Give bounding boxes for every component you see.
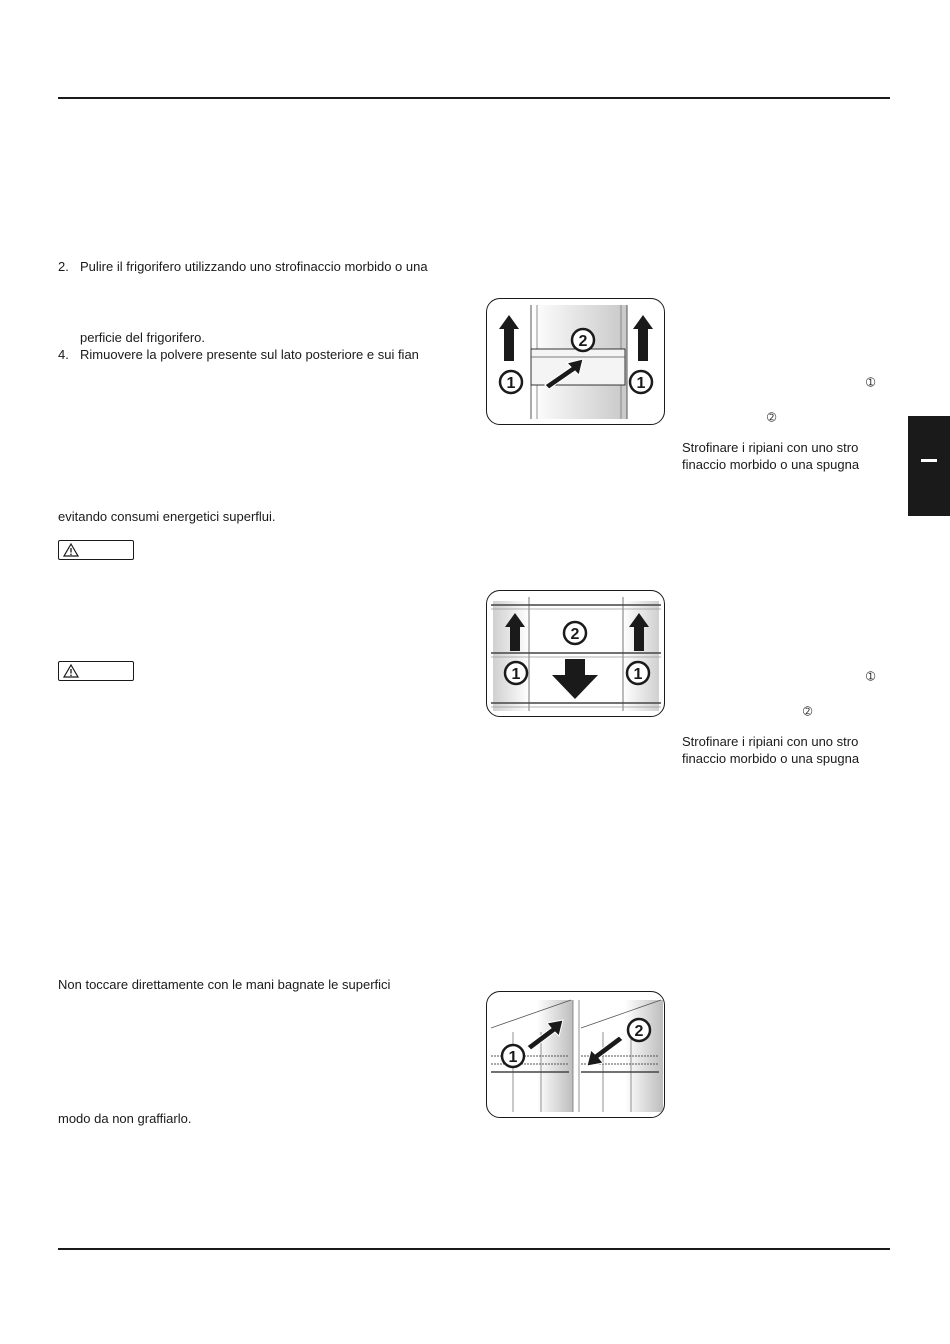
figure-label: 1 xyxy=(636,375,646,392)
cleaning-instruction-line2: finaccio morbido o una spugna xyxy=(682,457,860,472)
language-tab xyxy=(908,416,950,516)
figure-shelf-removal xyxy=(486,590,665,717)
glass-shelf-slide-illustration xyxy=(487,992,664,1117)
figure-label: 2 xyxy=(634,1023,644,1040)
figure-door-rack-removal xyxy=(486,298,665,425)
shelf-removal-illustration xyxy=(487,591,664,716)
figure-label: 1 xyxy=(508,1049,518,1066)
continuation-line: perficie del frigorifero. xyxy=(80,330,205,345)
figure-label: 1 xyxy=(506,375,516,392)
figure-label: 2 xyxy=(570,626,580,643)
warning-triangle-icon xyxy=(63,664,79,678)
list-number: 2. xyxy=(58,259,69,274)
step-marker-2: ➁ xyxy=(803,706,813,718)
figure-label: 2 xyxy=(578,333,588,350)
list-number: 4. xyxy=(58,347,69,362)
touch-line: Non toccare direttamente con le mani bagnate le superfici xyxy=(58,977,391,992)
list-text: Pulire il frigorifero utilizzando uno strofinaccio morbido o una xyxy=(80,259,428,274)
door-rack-removal-illustration xyxy=(487,299,664,424)
header-rule xyxy=(58,97,890,99)
list-item-4 xyxy=(58,346,419,363)
figure-label: 1 xyxy=(511,666,521,683)
figure-label: 1 xyxy=(633,666,643,683)
cleaning-instruction-line1: Strofinare i ripiani con uno stro xyxy=(682,440,859,455)
step-marker-2: ➁ xyxy=(767,412,777,424)
warning-box-1 xyxy=(58,540,134,560)
footer-rule xyxy=(58,1248,890,1250)
cleaning-instruction-line2: finaccio morbido o una spugna xyxy=(682,751,860,766)
step-marker-1: ➀ xyxy=(866,671,876,683)
figure-glass-shelf-slide xyxy=(486,991,665,1118)
scratch-line: modo da non graffiarlo. xyxy=(58,1111,192,1126)
warning-box-2 xyxy=(58,661,134,681)
list-text: Rimuovere la polvere presente sul lato posteriore e sui fian xyxy=(80,347,419,362)
energy-line: evitando consumi energetici superflui. xyxy=(58,509,276,524)
step-marker-1: ➀ xyxy=(866,377,876,389)
cleaning-instruction-line1: Strofinare i ripiani con uno stro xyxy=(682,734,859,749)
warning-triangle-icon xyxy=(63,543,79,557)
tab-dash xyxy=(921,459,937,462)
list-item-2 xyxy=(58,258,428,275)
